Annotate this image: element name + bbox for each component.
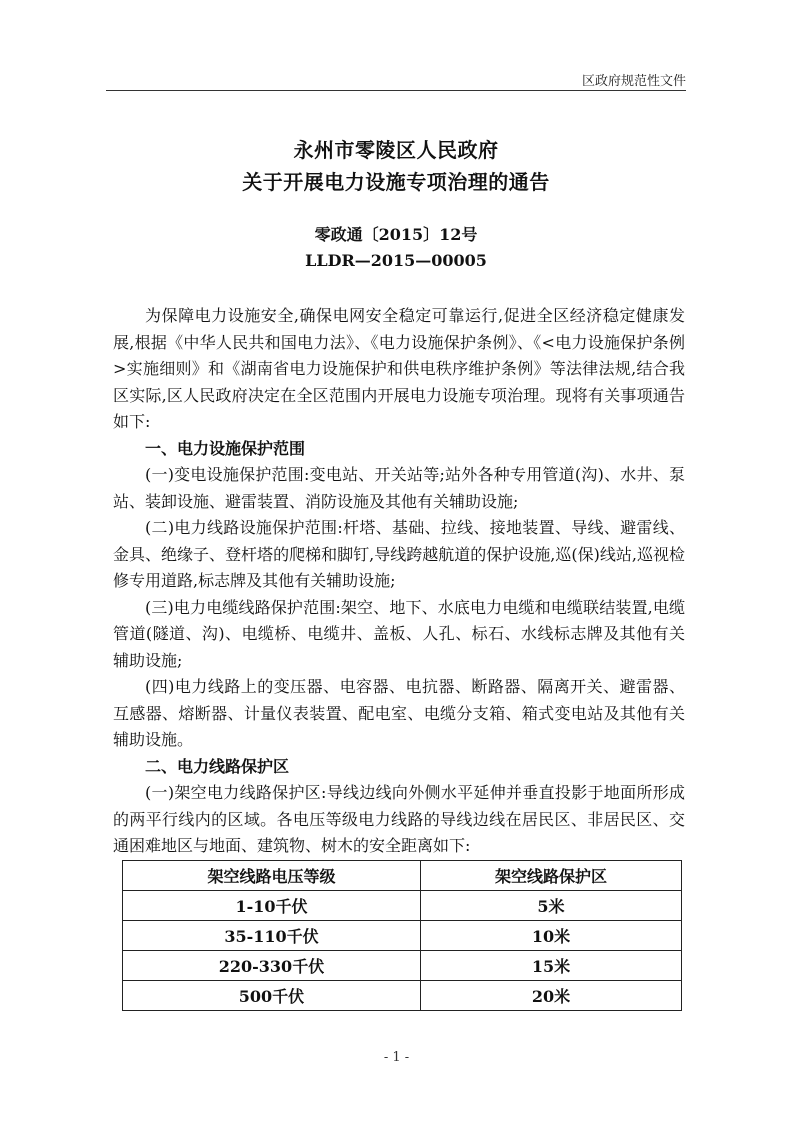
page-number: - 1 - xyxy=(383,1050,410,1065)
section-heading-2: 二、电力线路保护区 xyxy=(145,756,290,776)
table-cell-zone: 20米 xyxy=(420,981,681,1011)
table-header-zone: 架空线路保护区 xyxy=(420,861,681,891)
doc-code: LLDR—2015—00005 xyxy=(305,251,487,270)
table-cell-voltage: 220-330千伏 xyxy=(123,951,421,981)
clause-paragraph: (一)架空电力线路保护区:导线边线向外侧水平延伸并垂直投影于地面所形成的两平行线内的区域。各电压等级电力线路的导线边线在居民区、非居民区、交通困难地区与地面、建筑物、树木的安全距离如下: xyxy=(113,783,685,855)
table-cell-zone: 10米 xyxy=(420,921,681,951)
table-cell-zone: 15米 xyxy=(420,951,681,981)
header-label: 区政府规范性文件 xyxy=(581,74,686,89)
doc-number: 零政通〔2015〕12号 xyxy=(314,225,478,244)
table-cell-voltage: 500千伏 xyxy=(123,981,421,1011)
header-rule xyxy=(106,90,686,91)
table-header-voltage: 架空线路电压等级 xyxy=(123,861,421,891)
table-row xyxy=(123,921,682,951)
table-row xyxy=(123,951,682,981)
table-cell-voltage: 1-10千伏 xyxy=(123,891,421,921)
title-line-2: 关于开展电力设施专项治理的通告 xyxy=(242,170,550,194)
clause-paragraph: (四)电力线路上的变压器、电容器、电抗器、断路器、隔离开关、避雷器、互感器、熔断器、计量仪表装置、配电室、电缆分支箱、箱式变电站及其他有关辅助设施。 xyxy=(113,677,685,749)
clause-paragraph: (二)电力线路设施保护范围:杆塔、基础、拉线、接地装置、导线、避雷线、金具、绝缘子、登杆塔的爬梯和脚钉,导线跨越航道的保护设施,巡(保)线站,巡视检修专用道路,标志牌及其他有关辅助设施; xyxy=(113,518,685,590)
clause-paragraph: (一)变电设施保护范围:变电站、开关站等;站外各种专用管道(沟)、水井、泵站、装卸设施、避雷装置、消防设施及其他有关辅助设施; xyxy=(113,465,685,511)
clause-paragraph: (三)电力电缆线路保护范围:架空、地下、水底电力电缆和电缆联结装置,电缆管道(隧道、沟)、电缆桥、电缆井、盖板、人孔、标石、水线标志牌及其他有关辅助设施; xyxy=(113,597,685,670)
protection-zone-table xyxy=(122,860,682,1011)
table-row xyxy=(123,891,682,921)
intro-paragraph: 为保障电力设施安全,确保电网安全稳定可靠运行,促进全区经济稳定健康发展,根据《中华人民共和国电力法》、《电力设施保护条例》、《<电力设施保护条例>实施细则》和《湖南省电力设施保护和供电秩序维护条例》等法律法规,结合我区实际,区人民政府决定在全区范围内开展电力设施专项治理。现将有关事项通告如下: xyxy=(113,306,685,431)
table-cell-zone: 5米 xyxy=(420,891,681,921)
section-heading-1: 一、电力设施保护范围 xyxy=(145,438,306,458)
table-cell-voltage: 35-110千伏 xyxy=(123,921,421,951)
title-line-1: 永州市零陵区人民政府 xyxy=(293,138,499,162)
table-header-row xyxy=(123,861,682,891)
document-body xyxy=(113,303,685,860)
table-row xyxy=(123,981,682,1011)
